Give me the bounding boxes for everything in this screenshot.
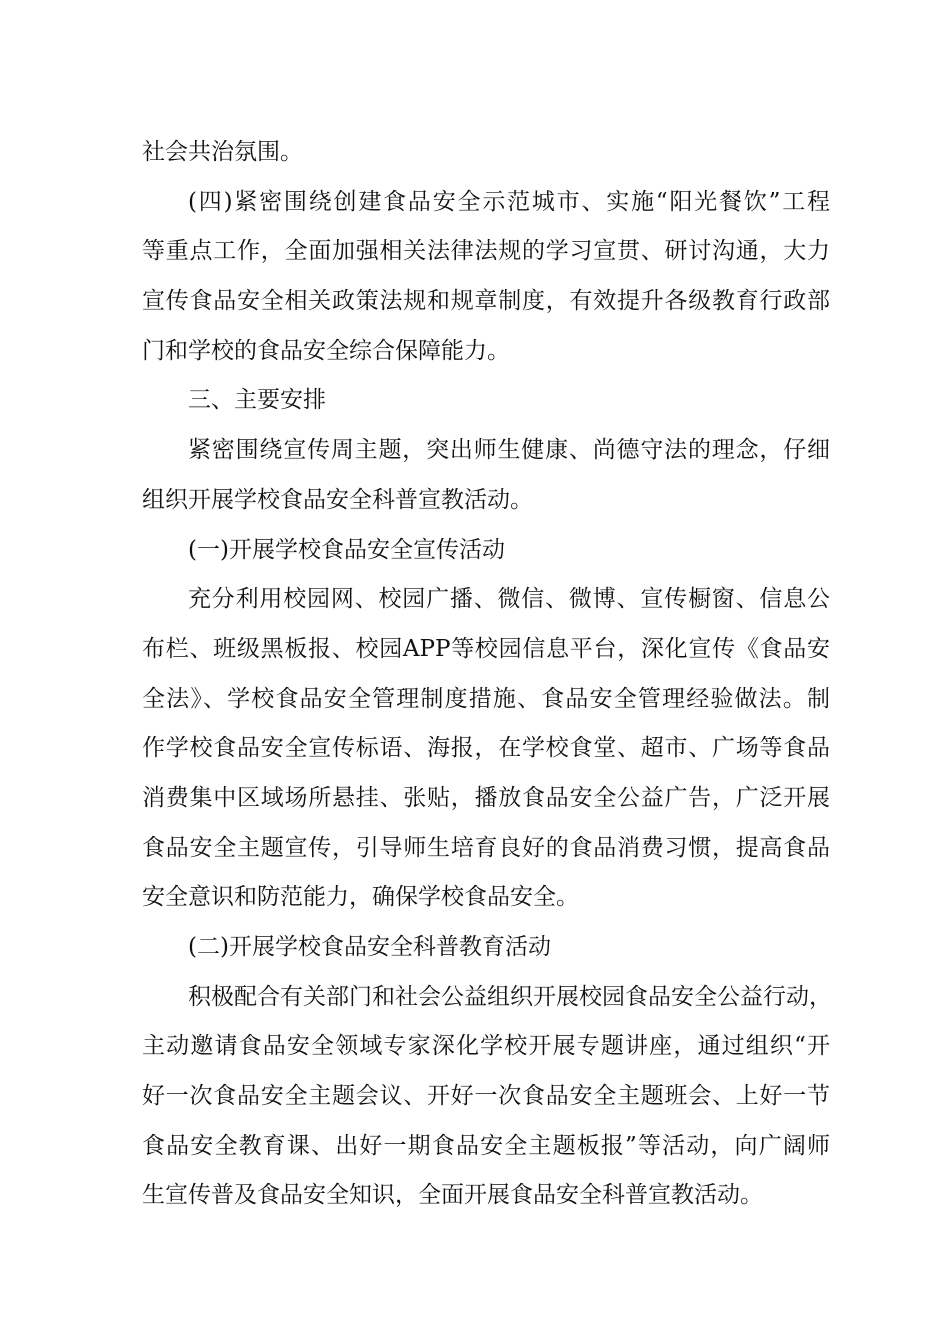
text-line: 布栏、班级黑板报、校园APP等校园信息平台，深化宣传《食品安 xyxy=(142,635,830,662)
text-line: 好一次食品安全主题会议、开好一次食品安全主题班会、上好一节 xyxy=(142,1083,830,1110)
text-line: 作学校食品安全宣传标语、海报，在学校食堂、超市、广场等食品 xyxy=(142,735,830,762)
section-heading: 三、主要安排 xyxy=(188,387,326,414)
text-line: 等重点工作，全面加强相关法律法规的学习宣贯、研讨沟通，大力 xyxy=(142,238,830,265)
text-line: 社会共治氛围。 xyxy=(142,139,303,165)
text-line: 宣传食品安全相关政策法规和规章制度，有效提升各级教育行政部 xyxy=(142,288,830,315)
section-heading: (四)紧密围绕创建食品安全示范城市、实施“阳光餐饮”工程 xyxy=(188,188,830,215)
text-line: 组织开展学校食品安全科普宣教活动。 xyxy=(142,486,533,513)
text-line: 紧密围绕宣传周主题，突出师生健康、尚德守法的理念，仔细 xyxy=(188,437,830,464)
text-line: 主动邀请食品安全领域专家深化学校开展专题讲座，通过组织“开 xyxy=(142,1033,830,1060)
text-line: 全法》、学校食品安全管理制度措施、食品安全管理经验做法。制 xyxy=(142,685,830,712)
text-line: 生宣传普及食品安全知识，全面开展食品安全科普宣教活动。 xyxy=(142,1182,763,1209)
text-line: 充分利用校园网、校园广播、微信、微博、宣传橱窗、信息公 xyxy=(188,586,830,613)
text-line: 安全意识和防范能力，确保学校食品安全。 xyxy=(142,884,579,911)
text-line: 积极配合有关部门和社会公益组织开展校园食品安全公益行动， xyxy=(188,983,832,1010)
subsection-heading: (一)开展学校食品安全宣传活动 xyxy=(188,536,505,563)
text-line: 食品安全主题宣传，引导师生培育良好的食品消费习惯，提高食品 xyxy=(142,834,830,861)
subsection-heading: (二)开展学校食品安全科普教育活动 xyxy=(188,934,551,960)
document-body xyxy=(142,128,830,1221)
text-line: 食品安全教育课、出好一期食品安全主题板报”等活动，向广阔师 xyxy=(142,1132,830,1159)
text-line: 门和学校的食品安全综合保障能力。 xyxy=(142,337,510,364)
text-line: 消费集中区域场所悬挂、张贴，播放食品安全公益广告，广泛开展 xyxy=(142,784,830,811)
